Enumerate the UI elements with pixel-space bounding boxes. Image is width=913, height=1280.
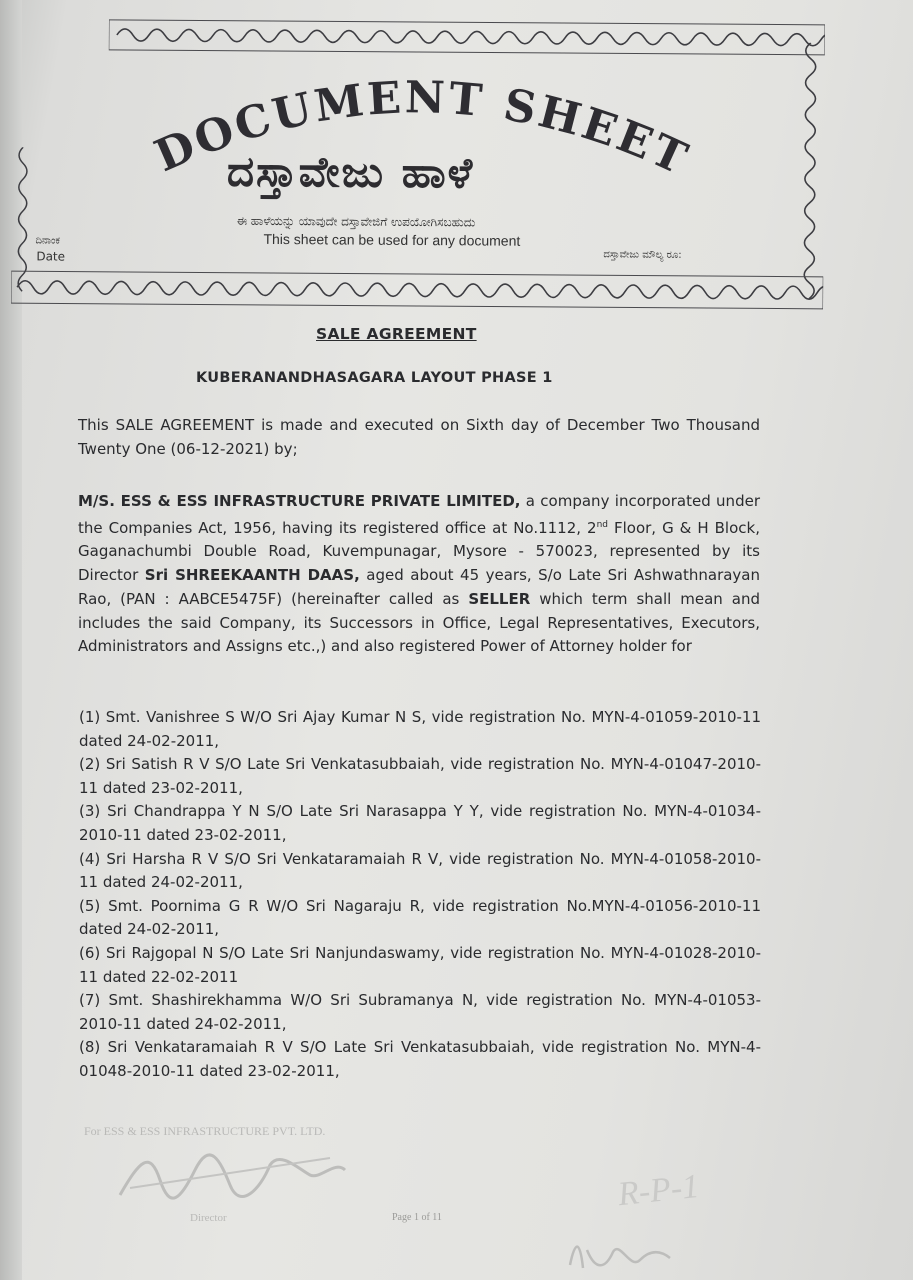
date-label-en: Date — [36, 249, 66, 264]
floor-superscript: nd — [596, 519, 608, 530]
agreement-title: SALE AGREEMENT — [316, 325, 477, 343]
handwritten-scribble — [565, 1230, 675, 1275]
list-item: (6) Sri Rajgopal N S/O Late Sri Nanjundaswamy, vide registration No. MYN-4-01028-2010-11 dated 22-02-2011 — [79, 943, 761, 986]
page-number: Page 1 of 11 — [392, 1212, 442, 1223]
seller-text-3: aged about 45 years, S/o Late Sri Ashwathnarayan Rao, (PAN : AABCE5475F) (hereinafter called as — [78, 566, 760, 608]
title-kn-text: ದಸ್ತಾವೇಜು ಹಾಳೆ — [226, 146, 475, 198]
title-en-text: DOCUMENT SHEET — [147, 72, 697, 186]
intro-paragraph: This SALE AGREEMENT is made and executed on Sixth day of December Two Thousand Twenty One (06-12-2021) by; — [78, 416, 760, 458]
list-item: (4) Sri Harsha R V S/O Sri Venkataramaiah R V, vide registration No. MYN-4-01058-2010-11 dated 24-02-2011, — [79, 849, 761, 892]
seller-text-4: which term shall mean and includes the said Company, its Successors in Office, Legal Representatives, Executors, Administrators and Assigns etc.,) and also registered Power of Attorney holder for — [78, 589, 760, 656]
document-sheet-header — [11, 17, 825, 313]
list-item: (7) Smt. Shashirekhamma W/O Sri Subramanya N, vide registration No. MYN-4-01053-2010-11 dated 24-02-2011, — [79, 991, 761, 1033]
signatory-label: Director — [190, 1212, 227, 1224]
subtitle-kn-text: ಈ ಹಾಳೆಯನ್ನು ಯಾವುದೇ ದಸ್ತಾವೇಜಿಗೆ ಉಪಯೋಗಿಸಬಹುದು — [236, 213, 476, 230]
layout-subtitle: KUBERANANDHASAGARA LAYOUT PHASE 1 — [196, 370, 553, 386]
handwritten-note: R-P-1 — [616, 1167, 701, 1214]
date-label-kn: ದಿನಾಂಕ — [35, 235, 60, 247]
value-label-kn: ದಸ್ತಾವೇಜು ಮೌಲ್ಯ ರೂ: — [603, 249, 682, 261]
seller-paragraph — [78, 490, 760, 659]
company-stamp-text: For ESS & ESS INFRASTRUCTURE PVT. LTD. — [84, 1124, 326, 1138]
bottom-ornament-border — [11, 267, 823, 313]
list-item: (3) Sri Chandrappa Y N S/O Late Sri Narasappa Y Y, vide registration No. MYN-4-01034-2010-11 dated 23-02-2011, — [79, 802, 761, 844]
signature-mark — [110, 1140, 350, 1210]
list-item: (5) Smt. Poornima G R W/O Sri Nagaraju R, vide registration No.MYN-4-01056-2010-11 dated 24-02-2011, — [79, 896, 761, 939]
seller-role: SELLER — [468, 589, 531, 608]
list-item: (1) Smt. Vanishree S W/O Sri Ajay Kumar N S, vide registration No. MYN-4-01059-2010-11 dated 24-02-2011, — [79, 708, 761, 750]
right-ornament-border — [795, 43, 825, 303]
list-item: (8) Sri Venkataramaiah R V S/O Late Sri Venkatasubbaiah, vide registration No. MYN-4-01048-2010-11 dated 23-02-2011, — [79, 1038, 761, 1080]
poa-holder-list — [79, 706, 761, 1084]
top-ornament-border — [109, 18, 825, 57]
subtitle-en-text: This sheet can be used for any document — [263, 230, 521, 249]
seller-text-1: a company incorporated under the Companies Act, 1956, having its registered office at No.1112, 2 — [78, 492, 760, 537]
seller-text-2: Floor, G & H Block, Gaganachumbi Double Road, Kuvempunagar, Mysore - 570023, represented by its Director — [78, 518, 760, 585]
seller-name: M/S. ESS & ESS INFRASTRUCTURE PRIVATE LIMITED, — [78, 492, 521, 510]
director-name: Sri SHREEKAANTH DAAS, — [144, 566, 360, 585]
list-item: (2) Sri Satish R V S/O Late Sri Venkatasubbaiah, vide registration No. MYN-4-01047-2010-11 dated 23-02-2011, — [79, 755, 761, 797]
